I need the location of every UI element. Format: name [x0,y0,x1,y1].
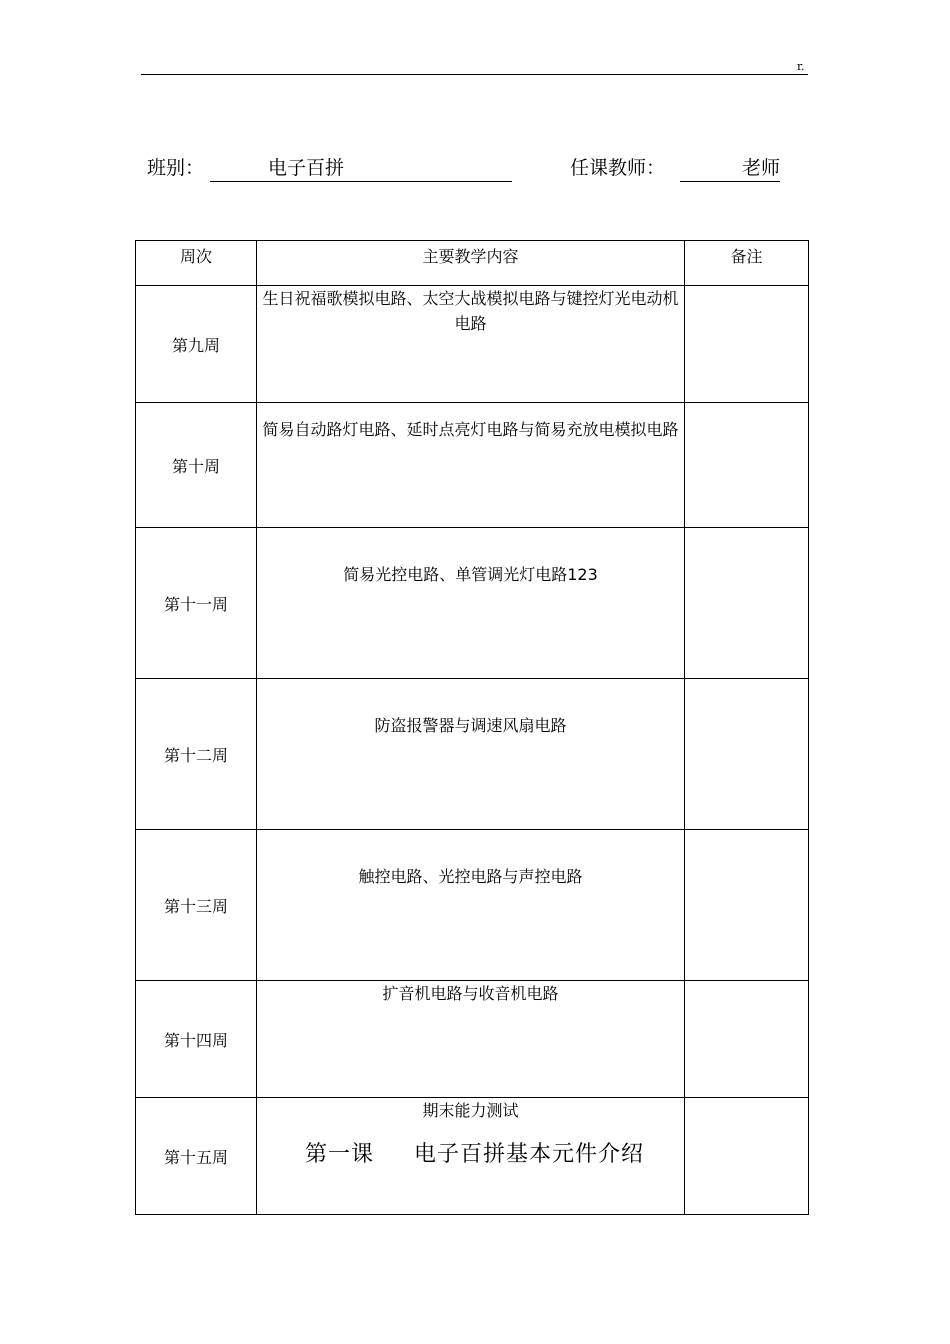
table-header-row [136,241,809,286]
week-cell: 第十四周 [136,981,257,1098]
class-value: 电子百拼 [210,156,512,182]
teacher-label: 任课教师： [570,157,666,179]
remark-cell [685,830,809,981]
header-mark: r. [797,60,805,73]
table-row [136,528,809,679]
week-cell: 第十三周 [136,830,257,981]
remark-cell [685,528,809,679]
content-cell: 简易自动路灯电路、延时点亮灯电路与简易充放电模拟电路 [257,403,685,528]
header-rule [141,74,808,75]
header-remark: 备注 [685,241,809,286]
lesson-number: 第一课 [305,1142,375,1167]
week-cell: 第十二周 [136,679,257,830]
table-row [136,981,809,1098]
lesson-name: 电子百拼基本元件介绍 [414,1142,645,1167]
content-cell: 期末能力测试 [257,1098,685,1215]
header-content: 主要教学内容 [257,241,685,286]
content-cell: 触控电路、光控电路与声控电路 [257,830,685,981]
week-cell: 第九周 [136,286,257,403]
week-cell: 第十五周 [136,1098,257,1215]
teacher-value: 老师 [680,156,780,182]
remark-cell [685,981,809,1098]
remark-cell [685,286,809,403]
lesson-title [305,1137,644,1168]
content-cell: 简易光控电路、单管调光灯电路123 [257,528,685,679]
table-row [136,286,809,403]
header-week: 周次 [136,241,257,286]
content-cell: 扩音机电路与收音机电路 [257,981,685,1098]
table-row [136,403,809,528]
table-row [136,679,809,830]
week-cell: 第十一周 [136,528,257,679]
table-row [136,830,809,981]
content-cell: 防盗报警器与调速风扇电路 [257,679,685,830]
remark-cell [685,1098,809,1215]
remark-cell [685,403,809,528]
content-cell: 生日祝福歌模拟电路、太空大战模拟电路与键控灯光电动机电路 [257,286,685,403]
schedule-table [135,240,809,1215]
remark-cell [685,679,809,830]
week-cell: 第十周 [136,403,257,528]
class-label: 班别： [147,157,205,179]
